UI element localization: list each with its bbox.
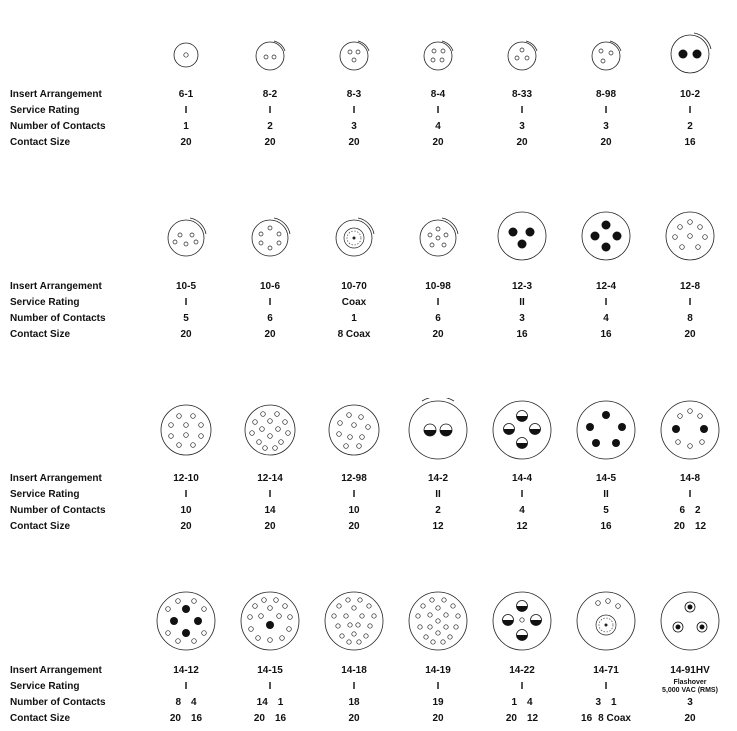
size-b: 12 [695,521,707,532]
label-service-rating: Service Rating [10,297,80,308]
size-b: 8 Coax [598,713,631,724]
rating: I [352,489,356,500]
rating: I [436,681,440,692]
rating: I [268,681,272,692]
rating: I [268,105,272,116]
contacts: 5 [603,505,609,516]
rating: II [435,489,441,500]
label-contact-size: Contact Size [10,713,71,724]
label-number-of-contacts: Number of Contacts [10,505,106,516]
size: 20 [264,521,276,532]
insert-diagram-8-3 [334,36,374,76]
row-labels-2 [10,279,106,343]
contacts [487,695,557,711]
arrangement: 8-3 [346,89,362,100]
arrangement: 14-2 [427,473,448,484]
size: 20 [264,137,276,148]
label-insert-arrangement: Insert Arrangement [10,89,102,100]
rating-line1: Flashover [673,679,707,686]
size-a: 20 [673,521,685,532]
label-insert-arrangement: Insert Arrangement [10,473,102,484]
insert-diagram-12-10 [157,401,215,459]
size [571,711,641,727]
insert-diagram-14-2 [406,398,470,462]
arrangement: 14-91HV [670,665,710,676]
arrangement: 14-12 [173,665,199,676]
size-a: 16 [581,713,593,724]
row-labels-3 [10,471,106,535]
size [487,711,557,727]
insert-diagram-8-2 [250,36,290,76]
contacts: 6 [435,313,441,324]
size: 12 [516,521,528,532]
contacts [655,503,725,519]
rating: Coax [341,297,367,308]
rating: I [184,297,188,308]
size: 20 [264,329,276,340]
label-service-rating: Service Rating [10,681,80,692]
rating: I [184,105,188,116]
contacts: 3 [519,313,525,324]
label-insert-arrangement: Insert Arrangement [10,281,102,292]
arrangement: 12-8 [679,281,700,292]
size: 20 [180,521,192,532]
contacts: 2 [267,121,273,132]
arrangement: 12-4 [595,281,616,292]
size: 20 [432,713,444,724]
arrangement: 14-22 [509,665,535,676]
label-service-rating: Service Rating [10,105,80,116]
contacts: 8 [687,313,693,324]
contacts: 5 [183,313,189,324]
size [655,519,725,535]
size: 16 [516,329,528,340]
arrangement: 12-3 [511,281,532,292]
contacts: 6 [267,313,273,324]
insert-diagram-10-5 [162,214,210,262]
rating: I [520,489,524,500]
size: 16 [684,137,696,148]
contacts-b: 4 [527,697,533,708]
size-a: 20 [253,713,265,724]
size: 8 Coax [337,329,371,340]
size-a: 20 [505,713,517,724]
insert-diagram-14-71 [574,589,638,653]
arrangement: 10-70 [341,281,367,292]
rating: I [184,681,188,692]
contacts: 1 [351,313,357,324]
insert-diagram-14-22 [490,589,554,653]
rating: I [352,105,356,116]
contacts: 3 [519,121,525,132]
size [235,711,305,727]
insert-diagram-14-12 [154,589,218,653]
insert-diagram-6-1 [171,40,201,70]
contacts-a: 3 [595,697,601,708]
arrangement: 14-71 [593,665,619,676]
size: 20 [684,329,696,340]
insert-diagram-14-18 [322,589,386,653]
size-a: 20 [169,713,181,724]
contacts: 10 [348,505,360,516]
contacts-a: 14 [256,697,268,708]
insert-diagram-12-3 [494,208,550,264]
size: 20 [600,137,612,148]
label-number-of-contacts: Number of Contacts [10,313,106,324]
arrangement: 10-6 [259,281,280,292]
contacts-a: 6 [679,505,685,516]
contacts-a: 1 [511,697,517,708]
size: 20 [348,713,360,724]
row-labels-4 [10,663,106,727]
insert-diagram-10-70 [330,214,378,262]
contacts-b: 1 [611,697,617,708]
contacts: 18 [348,697,360,708]
contacts: 4 [603,313,609,324]
size: 16 [600,521,612,532]
arrangement: 8-98 [595,89,616,100]
contacts-a: 8 [175,697,181,708]
rating: I [184,489,188,500]
size: 12 [432,521,444,532]
contacts: 4 [519,505,525,516]
arrangement: 10-5 [175,281,196,292]
contacts: 4 [435,121,441,132]
rating: I [604,681,608,692]
insert-diagram-14-19 [406,589,470,653]
size: 20 [432,137,444,148]
insert-diagram-12-8 [662,208,718,264]
arrangement: 8-2 [262,89,278,100]
arrangement: 14-19 [425,665,451,676]
contacts-b: 2 [695,505,701,516]
rating: I [436,105,440,116]
arrangement: 10-98 [425,281,451,292]
arrangement: 14-15 [257,665,283,676]
rating: I [688,489,692,500]
contacts [235,695,305,711]
label-service-rating: Service Rating [10,489,80,500]
rating: I [268,297,272,308]
label-insert-arrangement: Insert Arrangement [10,665,102,676]
label-number-of-contacts: Number of Contacts [10,697,106,708]
contacts [151,695,221,711]
size: 20 [684,713,696,724]
rating: I [520,681,524,692]
size [151,711,221,727]
rating: I [268,489,272,500]
insert-diagram-14-5 [574,398,638,462]
insert-diagram-10-2 [666,30,714,78]
insert-diagram-14-4 [490,398,554,462]
contacts: 1 [183,121,189,132]
rating: I [604,105,608,116]
contacts: 14 [264,505,276,516]
size: 20 [348,521,360,532]
rating: I [604,297,608,308]
arrangement: 12-98 [341,473,367,484]
size: 20 [180,329,192,340]
label-number-of-contacts: Number of Contacts [10,121,106,132]
contacts: 19 [432,697,444,708]
arrangement: 14-5 [595,473,616,484]
arrangement: 10-2 [679,89,700,100]
arrangement: 6-1 [178,89,194,100]
arrangement: 8-4 [430,89,446,100]
arrangement: 14-8 [679,473,700,484]
arrangement: 12-14 [257,473,283,484]
size-b: 16 [191,713,203,724]
size-b: 16 [275,713,287,724]
contacts: 10 [180,505,192,516]
contacts: 2 [687,121,693,132]
arrangement: 14-18 [341,665,367,676]
insert-diagram-10-6 [246,214,294,262]
insert-diagram-12-98 [325,401,383,459]
rating: I [436,297,440,308]
size: 16 [600,329,612,340]
size: 20 [348,137,360,148]
rating: I [520,105,524,116]
arrangement: 8-33 [511,89,532,100]
rating-line2: 5,000 VAC (RMS) [662,687,718,694]
rating: II [519,297,525,308]
label-contact-size: Contact Size [10,137,71,148]
label-contact-size: Contact Size [10,329,71,340]
insert-diagram-14-15 [238,589,302,653]
size: 20 [180,137,192,148]
contacts-b: 1 [277,697,284,708]
rating: II [603,489,609,500]
size: 20 [432,329,444,340]
rating: I [688,105,692,116]
rating: I [352,681,356,692]
contacts: 3 [687,697,693,708]
contacts: 2 [435,505,441,516]
contacts [571,695,641,711]
insert-diagram-8-4 [418,36,458,76]
contacts: 3 [351,121,357,132]
rating: I [688,297,692,308]
arrangement: 14-4 [511,473,532,484]
insert-diagram-10-98 [414,214,462,262]
insert-diagram-8-98 [586,36,626,76]
contacts: 3 [603,121,609,132]
size: 20 [516,137,528,148]
insert-diagram-8-33 [502,36,542,76]
contacts-b: 4 [191,697,197,708]
label-contact-size: Contact Size [10,521,71,532]
row-labels-1 [10,87,106,151]
insert-diagram-12-14 [241,401,299,459]
insert-diagram-14-8 [658,398,722,462]
insert-diagram-12-4 [578,208,634,264]
size-b: 12 [527,713,539,724]
insert-diagram-14-91hv [658,589,722,653]
arrangement: 12-10 [173,473,199,484]
